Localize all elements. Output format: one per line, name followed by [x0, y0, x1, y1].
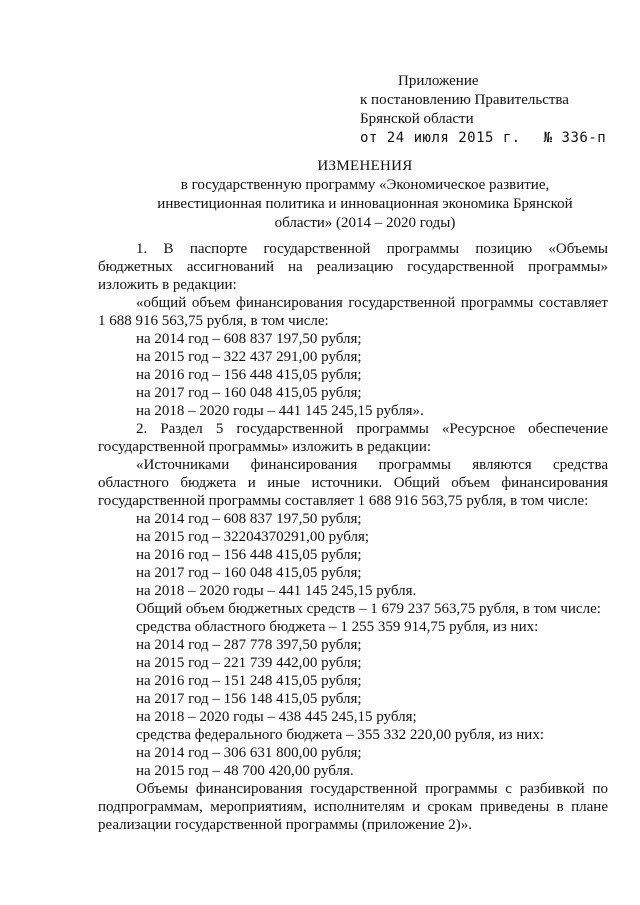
document-title — [150, 157, 580, 233]
title-line-2: инвестиционная политика и инновационная экономика Брянской — [157, 196, 573, 212]
paragraph-2: 2. Раздел 5 государственной программы «Ресурсное обеспечение государственной программы» изложить в редакции: — [98, 421, 608, 455]
list-item: на 2015 год – 221 739 442,00 рубля; — [136, 655, 362, 671]
appendix-header — [360, 72, 606, 148]
list-item: на 2017 год – 160 048 415,05 рубля; — [136, 385, 362, 401]
title-line-3: области» (2014 – 2020 годы) — [274, 215, 456, 231]
document-body — [98, 240, 608, 834]
resolution-date: 24 июля 2015 г. — [386, 130, 521, 146]
list-item: на 2017 год – 156 148 415,05 рубля; — [136, 691, 362, 707]
list-item: на 2018 – 2020 годы – 441 145 245,15 рубля». — [136, 403, 424, 419]
number-label: № — [543, 130, 553, 146]
resolution-number: 336-п — [561, 130, 607, 146]
appendix-label: Приложение — [398, 73, 479, 89]
from-label: от — [360, 130, 378, 146]
list-item: на 2015 год – 48 700 420,00 рубля. — [136, 763, 354, 779]
regional-budget: средства областного бюджета – 1 255 359 914,75 рубля, из них: — [136, 619, 539, 635]
region-label: Брянской области — [360, 111, 474, 127]
title-line-1: в государственную программу «Экономическое развитие, — [180, 177, 550, 193]
list-item: на 2016 год – 151 248 415,05 рубля; — [136, 673, 362, 689]
closing-paragraph: Объемы финансирования государственной программы с разбивкой по подпрограммам, мероприятиям, исполнителям и срокам приведены в плане реализации государственной программы (приложение 2)». — [98, 781, 608, 833]
list-item: на 2014 год – 608 837 197,50 рубля; — [136, 511, 362, 527]
paragraph-1-quote: «общий объем финансирования государственной программы составляет 1 688 916 563,75 рубля, в том числе: — [98, 295, 608, 329]
budget-total: Общий объем бюджетных средств – 1 679 237 563,75 рубля, в том числе: — [136, 601, 601, 617]
list-item: на 2016 год – 156 448 415,05 рубля; — [136, 367, 362, 383]
list-item: на 2015 год – 322 437 291,00 рубля; — [136, 349, 362, 365]
title-heading: ИЗМЕНЕНИЯ — [317, 158, 413, 174]
list-item: на 2018 – 2020 годы – 438 445 245,15 рубля; — [136, 709, 417, 725]
paragraph-1: 1. В паспорте государственной программы позицию «Объемы бюджетных ассигнований на реализацию государственной программы» изложить в редакции: — [98, 241, 608, 293]
paragraph-2-quote: «Источниками финансирования программы являются средства областного бюджета и иные источники. Общий объем финансирования государственной программы составляет 1 688 916 563,75 рубля, в том числе: — [98, 457, 608, 509]
list-item: на 2017 год – 160 048 415,05 рубля; — [136, 565, 362, 581]
list-item: на 2018 – 2020 годы – 441 145 245,15 рубля. — [136, 583, 417, 599]
list-item: на 2014 год – 287 778 397,50 рубля; — [136, 637, 362, 653]
list-item: на 2016 год – 156 448 415,05 рубля; — [136, 547, 362, 563]
list-item: на 2015 год – 32204370291,00 рубля; — [136, 529, 370, 545]
federal-budget: средства федерального бюджета – 355 332 220,00 рубля, из них: — [136, 727, 544, 743]
resolution-label: к постановлению Правительства — [360, 92, 569, 108]
list-item: на 2014 год – 306 631 800,00 рубля; — [136, 745, 362, 761]
list-item: на 2014 год – 608 837 197,50 рубля; — [136, 331, 362, 347]
resolution-date-number — [360, 129, 606, 148]
